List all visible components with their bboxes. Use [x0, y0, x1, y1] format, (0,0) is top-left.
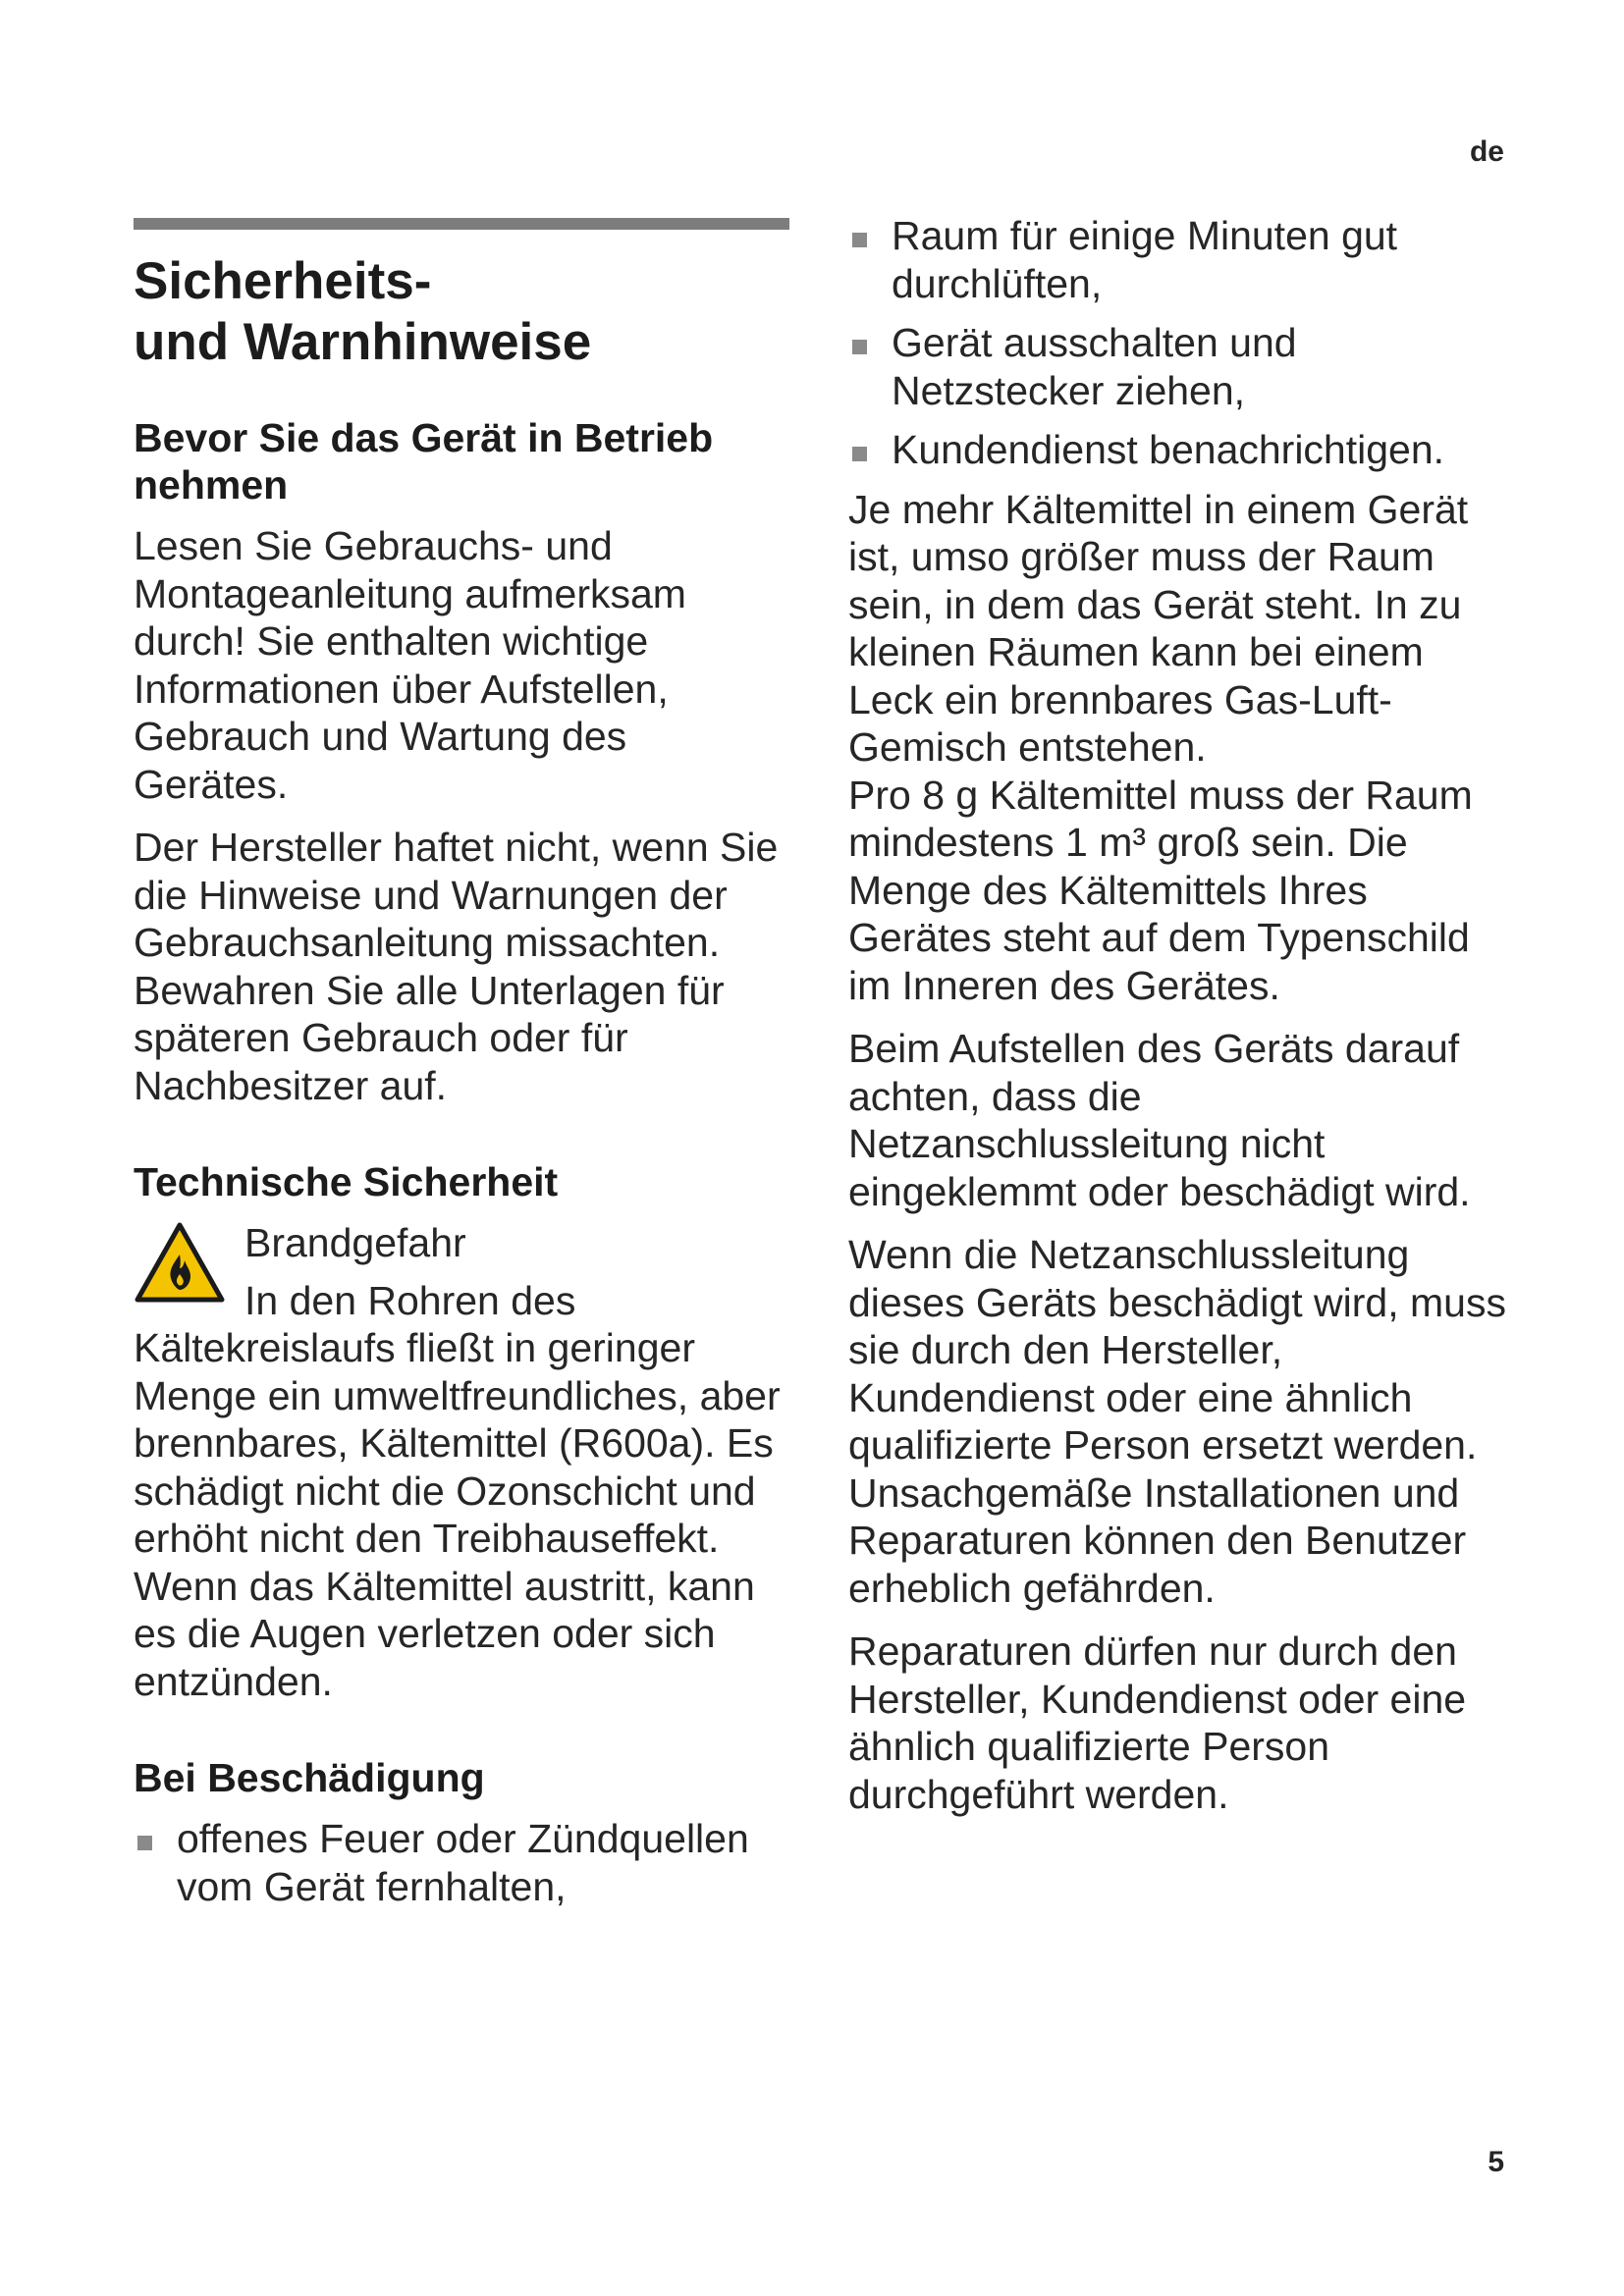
- paragraph-hersteller-haftung: Der Hersteller haftet nicht, wenn Sie die Hinweise und Warnungen der Gebrauchsanleitung missachten. Bewahren Sie alle Unterlagen für späteren Gebrauch oder für Nachbesitzer auf.: [134, 825, 779, 1108]
- damage-list-left: [134, 1815, 789, 1910]
- paragraph-reparaturen: Reparaturen dürfen nur durch den Hersteller, Kundendienst oder eine ähnlich qualifizierte Person durchgeführt werden.: [848, 1629, 1467, 1817]
- warning-title: Brandgefahr: [244, 1220, 466, 1265]
- list-item: Gerät ausschalten und Netzstecker ziehen,: [848, 319, 1516, 414]
- left-column: [134, 218, 789, 1922]
- list-item: Kundendienst benachrichtigen.: [848, 426, 1516, 474]
- fire-warning: [134, 1219, 789, 1705]
- page-title-line1: Sicherheits-: [134, 252, 432, 310]
- heading-bei-beschaedigung: Bei Beschädigung: [134, 1755, 485, 1800]
- heading-technische-sicherheit: Technische Sicherheit: [134, 1159, 559, 1204]
- paragraph-aufstellen: Beim Aufstellen des Geräts darauf achten, dass die Netzanschlussleitung nicht eingeklemmt oder beschädigt wird.: [848, 1026, 1471, 1214]
- paragraph-netzanschlussleitung: Wenn die Netzanschlussleitung dieses Geräts beschädigt wird, muss sie durch den Hersteller, Kundendienst oder eine ähnlich qualifizierte Person ersetzt werden. Unsachgemäße Installationen und Reparaturen können den Benutzer erheblich gefährden.: [848, 1232, 1506, 1611]
- language-code: de: [1469, 135, 1504, 168]
- page-number: 5: [1488, 2146, 1504, 2178]
- page-title-line2: und Warnhinweise: [134, 313, 592, 371]
- right-column: [848, 212, 1516, 1834]
- list-item: offenes Feuer oder Zündquellen vom Gerät fernhalten,: [134, 1815, 789, 1910]
- heading-bevor-betrieb: Bevor Sie das Gerät in Betrieb nehmen: [134, 415, 714, 507]
- list-item: Raum für einige Minuten gut durchlüften,: [848, 212, 1516, 307]
- paragraph-raumgroesse: Pro 8 g Kältemittel muss der Raum mindestens 1 m³ groß sein. Die Menge des Kältemittels Ihres Gerätes steht auf dem Typenschild im Inneren des Gerätes.: [848, 772, 1473, 1008]
- section-rule: [134, 218, 789, 230]
- damage-list-right: [848, 212, 1516, 474]
- paragraph-gebrauchsanleitung: Lesen Sie Gebrauchs- und Montageanleitung aufmerksam durch! Sie enthalten wichtige Informationen über Aufstellen, Gebrauch und Wartung des Gerätes.: [134, 523, 686, 807]
- warning-text: In den Rohren des Kältekreislaufs fließt in geringer Menge ein umweltfreundliches, aber brennbares, Kältemittel (R600a). Es schädigt nicht die Ozonschicht und erhöht nicht den Treibhauseffekt. Wenn das Kältemittel austritt, kann es die Augen verletzen oder sich entzünden.: [134, 1277, 781, 1704]
- fire-warning-triangle-icon: [134, 1221, 226, 1304]
- page-title: [134, 251, 789, 373]
- paragraph-kaeltemittel-menge: Je mehr Kältemittel in einem Gerät ist, umso größer muss der Raum sein, in dem das Gerät steht. In zu kleinen Räumen kann bei einem Leck ein brennbares Gas-Luft-Gemisch entstehen.: [848, 486, 1469, 770]
